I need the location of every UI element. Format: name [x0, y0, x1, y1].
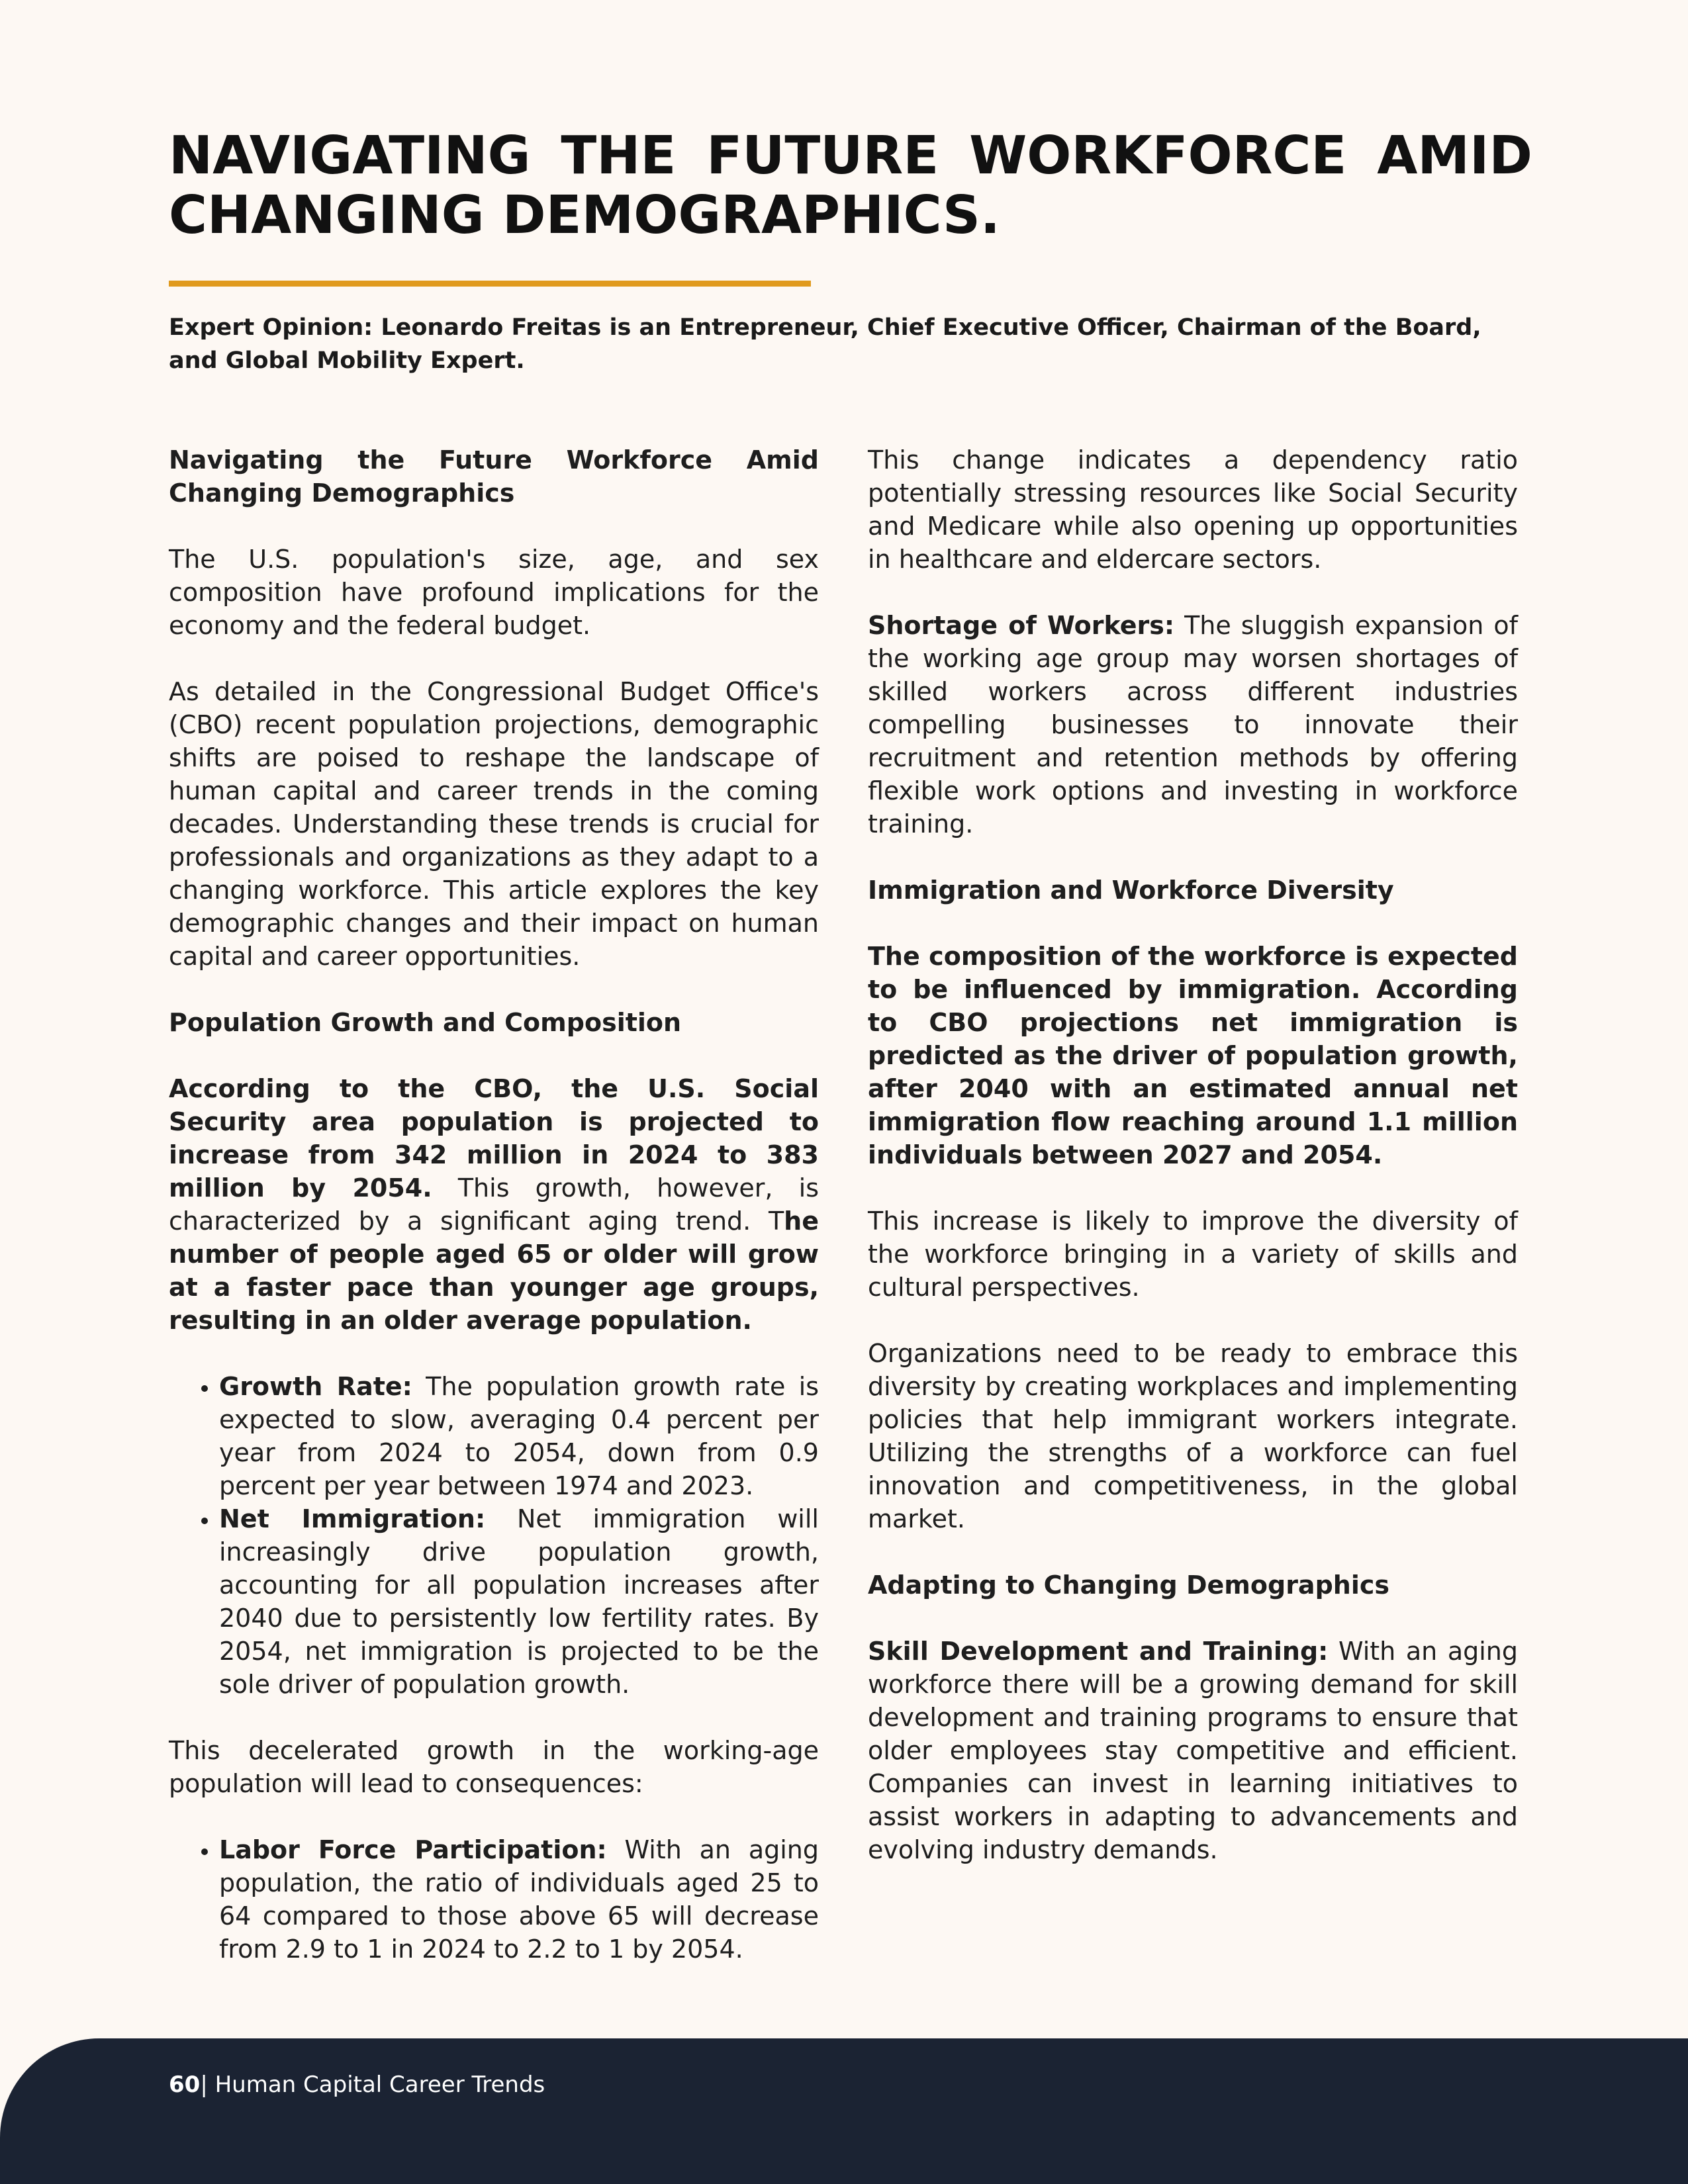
list-item	[219, 1502, 819, 1701]
paragraph-immigration	[868, 940, 1518, 1171]
list-item	[219, 1370, 819, 1502]
left-column	[169, 443, 819, 1966]
page-title: NAVIGATING THE FUTURE WORKFORCE AMID CHANGING DEMOGRAPHICS.	[169, 125, 1532, 246]
list-item	[219, 1833, 819, 1966]
expert-opinion: Expert Opinion: Leonardo Freitas is an Entrepreneur, Chief Executive Officer, Chairman of the Board, and Global Mobility Expert.	[169, 314, 1481, 374]
bullet-list-growth	[169, 1370, 819, 1701]
bullet-list-labor	[169, 1833, 819, 1966]
paragraph-organizations: Organizations need to be ready to embrace this diversity by creating workplaces and implementing policies that help immigrant workers integrate. Utilizing the strengths of a workforce can fuel innovation and competitiveness, in the global market.	[868, 1339, 1518, 1533]
publication-name: Human Capital Career Trends	[207, 2071, 545, 2098]
page-number: 60	[169, 2071, 201, 2098]
skill-text: With an aging workforce there will be a growing demand for skill development and training programs to ensure that older employees stay competitive and efficient. Companies can invest in learning initiatives to assist workers in adapting to advancements and evolving industry demands.	[868, 1637, 1519, 1864]
footer-text	[169, 2070, 545, 2100]
paragraph-consequences: This decelerated growth in the working-age population will lead to consequences:	[169, 1736, 819, 1798]
immigration-bold: The composition of the workforce is expected to be influenced by immigration. According to CBO projections net immigration is predicted as the driver of population growth, after 2040 with an estimated annual net immigration flow reaching around 1.1 million individuals between 2027 and 2054.	[868, 942, 1518, 1169]
footer-separator: |	[200, 2071, 208, 2098]
population-bold-1: According to the CBO, the U.S. Social Security area population is projected to increase from 342 million in 2024 to 383 million by 2054.	[169, 1074, 819, 1203]
population-normal: This growth, however, is characterized by a significant aging trend. T	[169, 1173, 820, 1236]
section-heading-population: Population Growth and Composition	[169, 1008, 682, 1037]
shortage-label: Shortage of Workers:	[868, 611, 1175, 640]
paragraph-intro: The U.S. population's size, age, and sex composition have profound implications for the economy and the federal budget.	[169, 545, 819, 640]
footer-bar	[0, 2038, 1688, 2184]
title-underline	[169, 281, 811, 287]
paragraph-skill-development	[868, 1635, 1518, 1866]
paragraph-diversity: This increase is likely to improve the diversity of the workforce bringing in a variety of skills and cultural perspectives.	[868, 1206, 1518, 1302]
bullet-text: The population growth rate is expected to slow, averaging 0.4 percent per year from 2024 to 2054, down from 0.9 percent per year between 1974 and 2023.	[219, 1372, 819, 1500]
right-column	[868, 443, 1518, 1866]
population-bold-2: he number of people aged 65 or older will grow at a faster pace than younger age groups, resulting in an older average population.	[169, 1206, 819, 1335]
paragraph-population	[169, 1072, 819, 1337]
bullet-text: With an aging population, the ratio of individuals aged 25 to 64 compared to those above 65 will decrease from 2.9 to 1 in 2024 to 2.2 to 1 by 2054.	[219, 1835, 819, 1964]
bullet-label: Net Immigration:	[219, 1504, 486, 1533]
skill-label: Skill Development and Training:	[868, 1637, 1329, 1666]
section-heading-adapting: Adapting to Changing Demographics	[868, 1570, 1389, 1600]
bullet-text: Net immigration will increasingly drive population growth, accounting for all population increases after 2040 due to persistently low fertility rates. By 2054, net immigration is projected to be the sole driver of population growth.	[219, 1504, 819, 1699]
bullet-label: Growth Rate:	[219, 1372, 412, 1401]
shortage-text: The sluggish expansion of the working age group may worsen shortages of skilled workers across different industries compelling businesses to innovate their recruitment and retention methods by offering flexible work options and investing in workforce training.	[868, 611, 1518, 839]
article-heading: Navigating the Future Workforce Amid Changing Demographics	[169, 445, 819, 508]
paragraph-shortage	[868, 609, 1518, 841]
bullet-label: Labor Force Participation:	[219, 1835, 607, 1864]
paragraph-dependency: This change indicates a dependency ratio potentially stressing resources like Social Security and Medicare while also opening up opportunities in healthcare and eldercare sectors.	[868, 445, 1518, 574]
paragraph-cbo: As detailed in the Congressional Budget Office's (CBO) recent population projections, demographic shifts are poised to reshape the landscape of human capital and career trends in the coming decades. Understanding these trends is crucial for professionals and organizations as they adapt to a changing workforce. This article explores the key demographic changes and their impact on human capital and career opportunities.	[169, 677, 819, 971]
section-heading-immigration: Immigration and Workforce Diversity	[868, 876, 1394, 905]
